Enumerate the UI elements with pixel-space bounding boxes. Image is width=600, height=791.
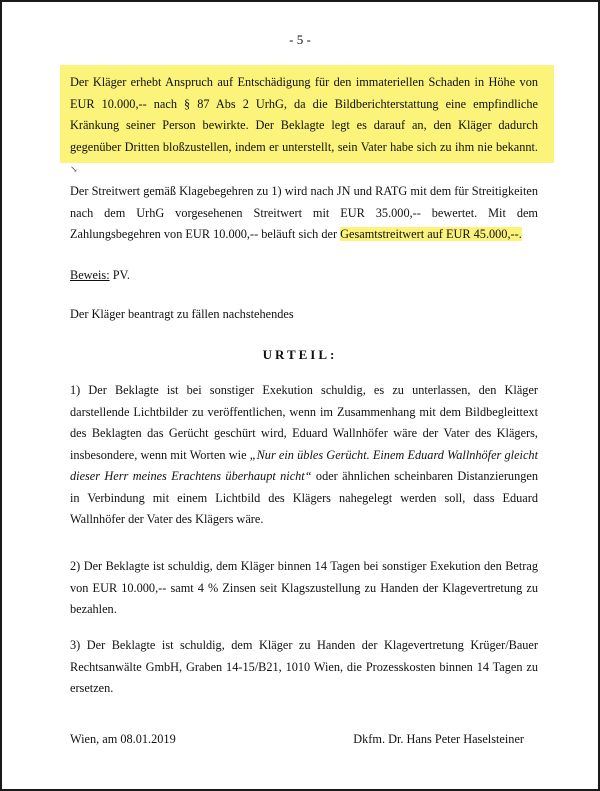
pen-tick-mark: ↘: [70, 164, 78, 174]
page-number: - 5 -: [289, 32, 311, 47]
verdict-item-1: [70, 380, 538, 531]
claim-paragraph: [70, 72, 538, 181]
item1-quote: „Nur ein übles Gerücht. Einem Eduard Wallnhöfer gleicht dieser Herr meines Erachtens überhaupt nicht“: [70, 447, 538, 483]
signatory: Dkfm. Dr. Hans Peter Haselsteiner: [353, 732, 524, 746]
verdict-item-3: 3) Der Beklagte ist schuldig, dem Kläger zu Handen der Klagevertretung Krüger/Bauer Rechtsanwälte GmbH, Graben 14-15/B21, 1010 Wien, die Prozesskosten binnen 14 Tagen zu ersetzen.: [70, 638, 538, 695]
total-value-highlight: Gesamtstreitwert auf EUR 45.000,--.: [340, 227, 522, 241]
claim-text: Der Kläger erhebt Anspruch auf Entschädigung für den immateriellen Schaden in Höhe von EUR 10.000,-- nach § 87 Abs 2 UrhG, da die Bildberichterstattung eine empfindliche Kränkung seiner Person bewirkte. Der Beklagte legt es darauf an, den Kläger dadurch gegenüber Dritten bloßzustellen, indem er unterstellt, sein Vater habe sich zu ihm nie bekannt.: [70, 75, 538, 154]
item1-text: 1) Der Beklagte ist bei sonstiger Exekution schuldig, es zu unterlassen, den Kläger darstellende Lichtbilder zu veröffentlichen, wenn im Zusammenhang mit dem Bildbegleittext des Beklagten das Gerücht geschürt wird, Eduard Wallnhöfer wäre der Vater des Klägers, insbesondere, wenn mit Worten wie: [70, 383, 538, 462]
evidence-label: Beweis:: [70, 268, 110, 282]
verdict-item-2: 2) Der Beklagte ist schuldig, dem Kläger binnen 14 Tagen bei sonstiger Exekution den Betrag von EUR 10.000,-- samt 4 % Zinsen seit Klagszustellung zu Handen der Klagevertretung zu bezahlen.: [70, 559, 538, 616]
item1-text-end: oder ähnlichen scheinbaren Distanzierungen in Verbindung mit einem Lichtbild des Klägers nahegelegt werden soll, dass Eduard Wallnhöfer der Vater des Klägers wäre.: [70, 469, 538, 526]
request-line: Der Kläger beantragt zu fällen nachstehendes: [70, 307, 294, 321]
verdict-heading: URTEIL:: [262, 347, 338, 362]
evidence-line: [70, 265, 538, 287]
value-text: Der Streitwert gemäß Klagebegehren zu 1) wird nach JN und RATG mit dem für Streitigkeiten nach dem UrhG vorgesehenen Streitwert mit EUR 35.000,-- bewertet. Mit dem Zahlungsbegehren von EUR 10.000,-- beläuft sich der: [70, 184, 538, 241]
evidence-value: PV.: [109, 268, 130, 282]
value-paragraph: [70, 181, 538, 246]
place-date: Wien, am 08.01.2019: [70, 732, 176, 746]
